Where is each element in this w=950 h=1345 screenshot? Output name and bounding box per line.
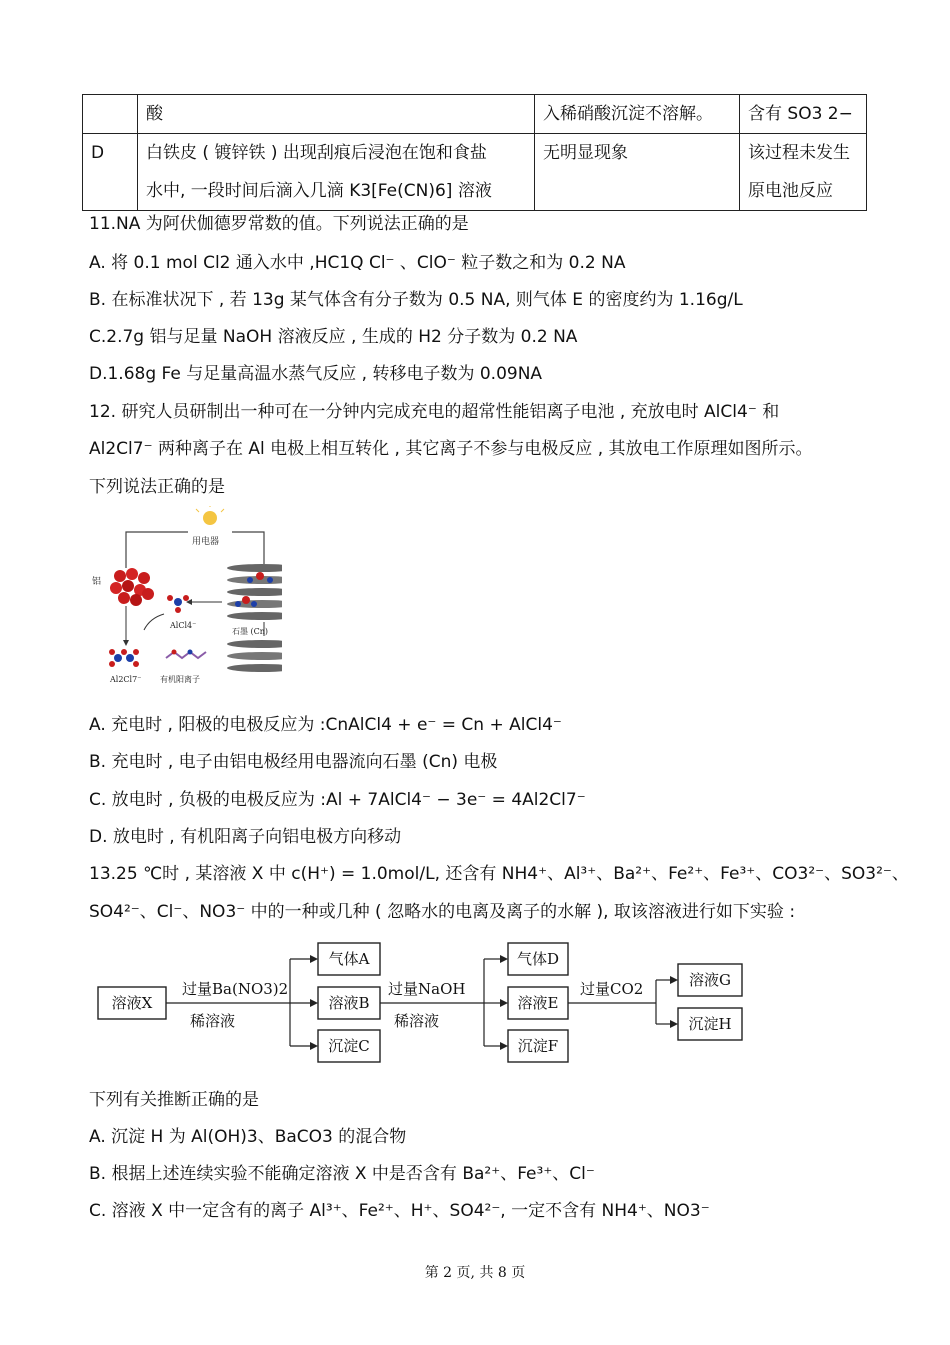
arrow-head xyxy=(500,999,508,1007)
answer-table xyxy=(82,94,867,211)
wire-right xyxy=(232,532,264,564)
solution-e-label: 溶液E xyxy=(517,994,559,1012)
q12-option-b: B. 充电时 , 电子由铝电极经用电器流向石墨 (Cn) 电极 xyxy=(89,752,498,772)
q11-stem: 11.NA 为阿伏伽德罗常数的值。下列说法正确的是 xyxy=(89,214,469,234)
table-cell xyxy=(138,134,535,211)
q12-option-d: D. 放电时 , 有机阳离子向铝电极方向移动 xyxy=(89,827,402,847)
q12-option-c: C. 放电时 , 负极的电极反应为 :Al + 7AlCl4⁻ − 3e⁻ = 4Al2Cl7⁻ xyxy=(89,790,586,810)
cell-line: 原电池反应 xyxy=(748,181,833,201)
reagent-1a: 过量Ba(NO3)2 xyxy=(182,980,289,998)
q11-option-c: C.2.7g 铝与足量 NaOH 溶液反应 , 生成的 H2 分子数为 0.2 NA xyxy=(89,327,578,347)
organic-cation xyxy=(166,650,206,659)
graphite-label: 石墨 (Cn) xyxy=(232,627,269,636)
q12-option-a: A. 充电时 , 阳极的电极反应为 :CnAlCl4 + e⁻ = Cn + AlCl4⁻ xyxy=(89,715,562,735)
cell-line: 该过程未发生 xyxy=(748,143,850,163)
table-cell: 无明显现象 xyxy=(535,134,740,211)
al2cl7-ion xyxy=(109,649,139,667)
table-cell xyxy=(83,95,138,134)
aluminum-label: 铝 xyxy=(92,577,102,587)
q13-option-b: B. 根据上述连续实验不能确定溶液 X 中是否含有 Ba²⁺、Fe³⁺、Cl⁻ xyxy=(89,1164,595,1184)
q11-option-a: A. 将 0.1 mol Cl2 通入水中 ,HC1Q Cl⁻ 、ClO⁻ 粒子数之和为 0.2 NA xyxy=(89,253,626,273)
table-cell: 酸 xyxy=(138,95,535,134)
q12-stem-1: 12. 研究人员研制出一种可在一分钟内完成充电的超常性能铝离子电池 , 充放电时 AlCl4⁻ 和 xyxy=(89,402,780,422)
q13-option-a: A. 沉淀 H 为 Al(OH)3、BaCO3 的混合物 xyxy=(89,1127,407,1147)
reagent-1b: 稀溶液 xyxy=(190,1012,236,1030)
q13-stem-2: SO4²⁻、Cl⁻、NO3⁻ 中的一种或几种 ( 忽略水的电离及离子的水解 ), 取该溶液进行如下实验 : xyxy=(89,902,796,922)
table-row xyxy=(83,134,867,211)
reagent-3: 过量CO2 xyxy=(580,980,644,998)
q13-option-c: C. 溶液 X 中一定含有的离子 Al³⁺、Fe²⁺、H⁺、SO4²⁻, 一定不含有 NH4⁺、NO3⁻ xyxy=(89,1201,710,1221)
table-cell xyxy=(740,134,867,211)
arrow-head xyxy=(670,976,678,984)
arrow-head xyxy=(500,1042,508,1050)
lightbulb-icon xyxy=(196,506,224,525)
arrow-head xyxy=(500,955,508,963)
alcl4-ion xyxy=(167,595,189,613)
solution-g-label: 溶液G xyxy=(689,971,731,989)
al2cl7-label: Al2Cl7⁻ xyxy=(110,675,142,684)
gas-a-label: 气体A xyxy=(328,950,370,968)
precipitate-h-label: 沉淀H xyxy=(688,1015,732,1033)
gas-d-label: 气体D xyxy=(516,950,560,968)
solution-b-label: 溶液B xyxy=(328,994,370,1012)
table-cell: D xyxy=(83,134,138,211)
cell-line: 水中, 一段时间后滴入几滴 K3[Fe(CN)6] 溶液 xyxy=(146,181,492,201)
reagent-2b: 稀溶液 xyxy=(394,1012,440,1030)
table-cell: 含有 SO3 2− xyxy=(740,95,867,134)
arrow-head xyxy=(310,955,318,963)
q11-option-b: B. 在标准状况下 , 若 13g 某气体含有分子数为 0.5 NA, 则气体 E 的密度约为 1.16g/L xyxy=(89,290,743,310)
arrow-head xyxy=(123,640,129,646)
wire-left xyxy=(126,532,188,568)
experiment-flowchart xyxy=(92,938,752,1068)
aluminum-electrode xyxy=(110,568,154,606)
q12-stem-2: Al2Cl7⁻ 两种离子在 Al 电极上相互转化 , 其它离子不参与电极反应 , 其放电工作原理如图所示。 xyxy=(89,439,813,459)
precipitate-c-label: 沉淀C xyxy=(328,1037,370,1055)
q13-stem-1: 13.25 ℃时 , 某溶液 X 中 c(H⁺) = 1.0mol/L, 还含有 NH4⁺、Al³⁺、Ba²⁺、Fe²⁺、Fe³⁺、CO3²⁻、SO3²⁻、 xyxy=(89,864,909,884)
page-footer: 第 2 页, 共 8 页 xyxy=(424,1265,526,1281)
arrow-head xyxy=(310,1042,318,1050)
arrow-head xyxy=(310,999,318,1007)
cell-line: 白铁皮 ( 镀锌铁 ) 出现刮痕后浸泡在饱和食盐 xyxy=(146,143,487,163)
cation-label: 有机阳离子 xyxy=(160,675,200,684)
graphite-electrode xyxy=(227,564,282,672)
arrow-head xyxy=(670,1020,678,1028)
precipitate-f-label: 沉淀F xyxy=(517,1037,559,1055)
arrow xyxy=(144,614,164,630)
device-label: 用电器 xyxy=(192,537,220,547)
alcl4-label: AlCl4⁻ xyxy=(170,621,197,630)
table-cell: 入稀硝酸沉淀不溶解。 xyxy=(535,95,740,134)
solution-x-label: 溶液X xyxy=(111,994,153,1012)
reagent-2a: 过量NaOH xyxy=(388,980,466,998)
q11-option-d: D.1.68g Fe 与足量高温水蒸气反应 , 转移电子数为 0.09NA xyxy=(89,364,543,384)
q13-stem-3: 下列有关推断正确的是 xyxy=(89,1090,259,1110)
battery-diagram xyxy=(92,506,282,690)
q12-stem-3: 下列说法正确的是 xyxy=(89,477,225,497)
table-row xyxy=(83,95,867,134)
